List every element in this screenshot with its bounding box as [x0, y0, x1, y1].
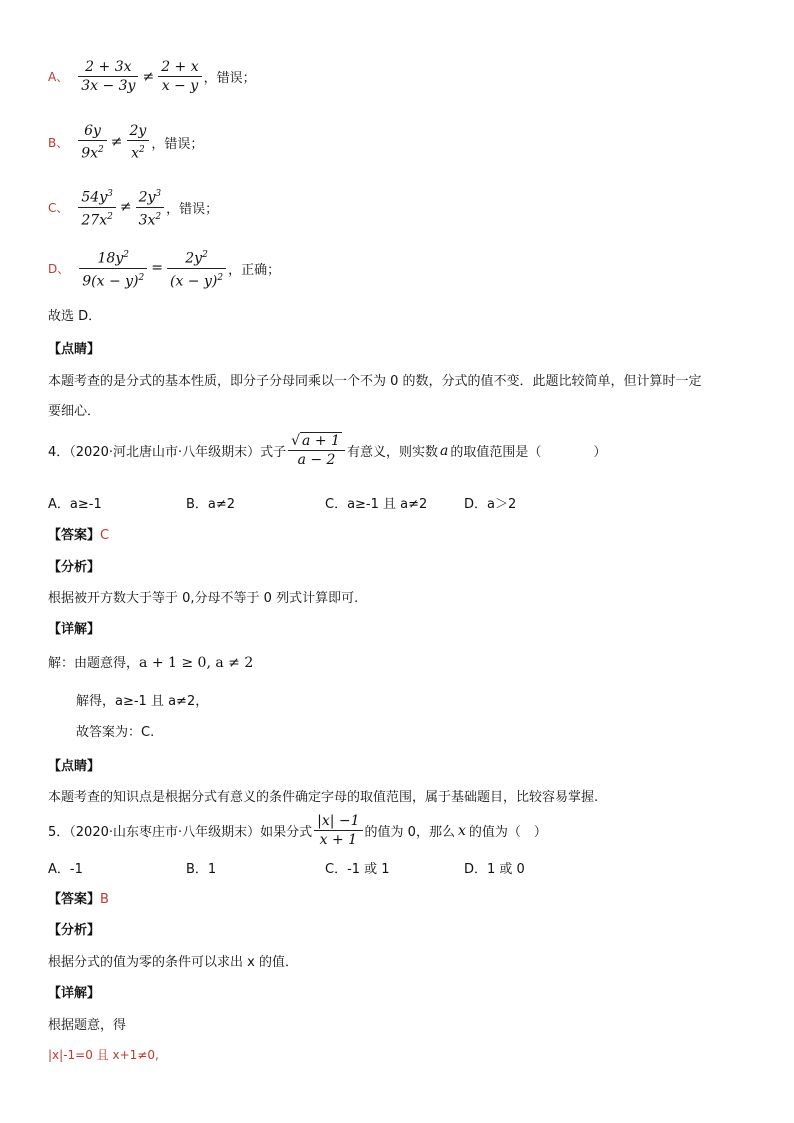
q4-detail-2: 解得，a≥-1 且 a≠2， [76, 694, 209, 709]
choice-b: B．a≠2 [186, 497, 236, 512]
comment-tag: 【点睛】 [48, 342, 101, 357]
option-b: B、 $\frac{6y}{9x^2}$ ≠ $\frac{2y}{x^2}$ ，错误； [48, 123, 204, 162]
q4-analysis: 根据被开方数大于等于 0,分母不等于 0 列式计算即可. [48, 591, 359, 606]
fraction: $\frac{18y^2}{9(x - y)^2}$ [79, 246, 147, 290]
q4-comment: 本题考查的知识点是根据分式有意义的条件确定字母的取值范围，属于基础题目，比较容易掌握. [48, 790, 599, 805]
fraction: $\frac{2 + 3x}{3x - 3y}$ [78, 58, 138, 95]
q4-analysis-tag: 【分析】 [48, 560, 101, 575]
fraction: $\frac{2y^2}{(x - y)^2}$ [167, 246, 226, 290]
choice-a: A．-1 [48, 862, 83, 877]
q4-detail-1: 解：由题意得，a + 1 ≥ 0, a ≠ 2 [48, 655, 254, 671]
q5-detail-1: 根据题意，得 [48, 1018, 127, 1033]
fraction: $\frac{2y^3}{3x^2}$ [136, 185, 165, 229]
fraction: $\frac{6y}{9x^2}$ [78, 122, 107, 163]
verdict: ，错误； [203, 71, 256, 86]
q5-analysis: 根据分式的值为零的条件可以求出 x 的值． [48, 955, 298, 970]
fraction: $\frac{54y^3}{27x^2}$ [78, 185, 115, 229]
option-letter: D、 [48, 261, 70, 276]
choice-c: C．-1 或 1 [325, 862, 390, 877]
choose-line: 故选 D． [48, 309, 102, 324]
option-d: D、 $\frac{18y^2}{9(x - y)^2}$ = $\frac{2y^2}{(x - y)^2}$ ，正确； [48, 246, 280, 290]
fraction: $\frac{2 + x}{x - y}$ [158, 58, 201, 95]
option-letter: C、 [48, 200, 69, 215]
question-5: 5．（2020·山东枣庄市·八年级期末）如果分式 $\frac{|x| -1}{x + 1}$ 的值为 0，那么 x 的值为（ ） [48, 813, 547, 848]
fraction: $\frac{2y}{x^2}$ [127, 122, 150, 163]
q4-detail-tag: 【详解】 [48, 622, 101, 637]
choice-d: D．1 或 0 [464, 862, 525, 877]
comment-text: 要细心． [48, 404, 101, 419]
verdict: ，错误； [166, 201, 219, 217]
verdict: ，错误； [151, 136, 204, 152]
comment-text: 本题考查的是分式的基本性质，即分子分母同乘以一个不为 0 的数，分式的值不变．此题比较简单，但计算时一定 [48, 374, 702, 389]
q5-answer: 【答案】B [48, 892, 109, 907]
choice-c: C．a≥-1 且 a≠2 [325, 497, 428, 512]
fraction: $\frac{√ a + 1}{a - 2}$ [288, 432, 345, 469]
choice-a: A．a≥-1 [48, 497, 102, 512]
q4-comment-tag: 【点睛】 [48, 759, 101, 774]
question-4: 4．（2020·河北唐山市·八年级期末）式子 $\frac{√ a + 1}{a - 2}$ 有意义，则实数 a 的取值范围是（ ） [48, 433, 607, 468]
fraction: $\frac{|x| -1}{x + 1}$ [314, 812, 362, 849]
option-letter: A、 [48, 70, 69, 84]
q5-detail-tag: 【详解】 [48, 986, 101, 1001]
option-letter: B、 [48, 135, 69, 150]
q4-detail-3: 故答案为：C. [76, 725, 155, 740]
q5-analysis-tag: 【分析】 [48, 923, 101, 938]
option-a: A、 $\frac{2 + 3x}{3x - 3y}$ ≠ $\frac{2 + x}{x - y}$ ，错误； [48, 59, 256, 94]
verdict: ，正确； [228, 262, 281, 278]
option-c: C、 $\frac{54y^3}{27x^2}$ ≠ $\frac{2y^3}{3x^2}$ ，错误； [48, 185, 218, 229]
choice-d: D．a＞2 [464, 497, 517, 512]
q5-detail-2: |x|-1=0 且 x+1≠0, [48, 1048, 159, 1062]
q4-answer: 【答案】C [48, 528, 110, 543]
choice-b: B．1 [186, 862, 217, 877]
